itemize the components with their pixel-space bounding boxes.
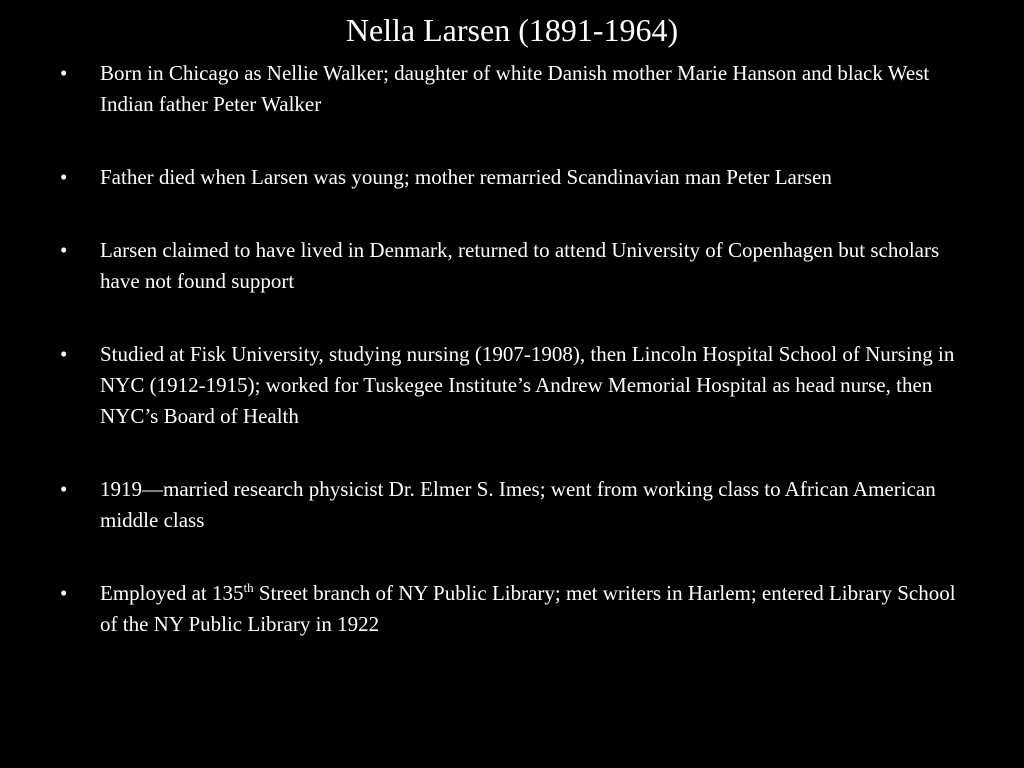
bullet-item [60, 235, 960, 297]
bullet-text [100, 581, 956, 636]
bullet-text: Larsen claimed to have lived in Denmark, returned to attend University of Copenhagen but scholars have not found support [100, 238, 940, 293]
slide-title: Nella Larsen (1891-1964) [345, 12, 679, 48]
bullet-text-part: Employed at 135 [100, 581, 244, 605]
bullet-marker: • [60, 238, 68, 262]
bullet-marker: • [60, 165, 68, 189]
ordinal-superscript: th [243, 580, 254, 595]
bullet-marker: • [60, 477, 68, 501]
bullet-item [60, 58, 960, 120]
bullet-item [60, 474, 960, 536]
bullet-marker: • [60, 61, 68, 85]
bullet-text: Born in Chicago as Nellie Walker; daughter of white Danish mother Marie Hanson and black West Indian father Peter Walker [100, 61, 930, 116]
bullet-list [60, 58, 960, 682]
bullet-item [60, 339, 960, 432]
bullet-item [60, 162, 960, 193]
bullet-text: 1919—married research physicist Dr. Elmer S. Imes; went from working class to African American middle class [100, 477, 936, 532]
bullet-text-part: Street branch of NY Public Library; met writers in Harlem; entered Library School of the NY Public Library in 1922 [100, 581, 956, 636]
bullet-text: Studied at Fisk University, studying nursing (1907-1908), then Lincoln Hospital School of Nursing in NYC (1912-1915); worked for Tuskegee Institute’s Andrew Memorial Hospital as head nurse, then NYC’s Board of Health [100, 342, 955, 428]
bullet-item [60, 578, 960, 640]
bullet-text: Father died when Larsen was young; mother remarried Scandinavian man Peter Larsen [100, 165, 832, 189]
bullet-marker: • [60, 342, 68, 366]
bullet-marker: • [60, 581, 68, 605]
